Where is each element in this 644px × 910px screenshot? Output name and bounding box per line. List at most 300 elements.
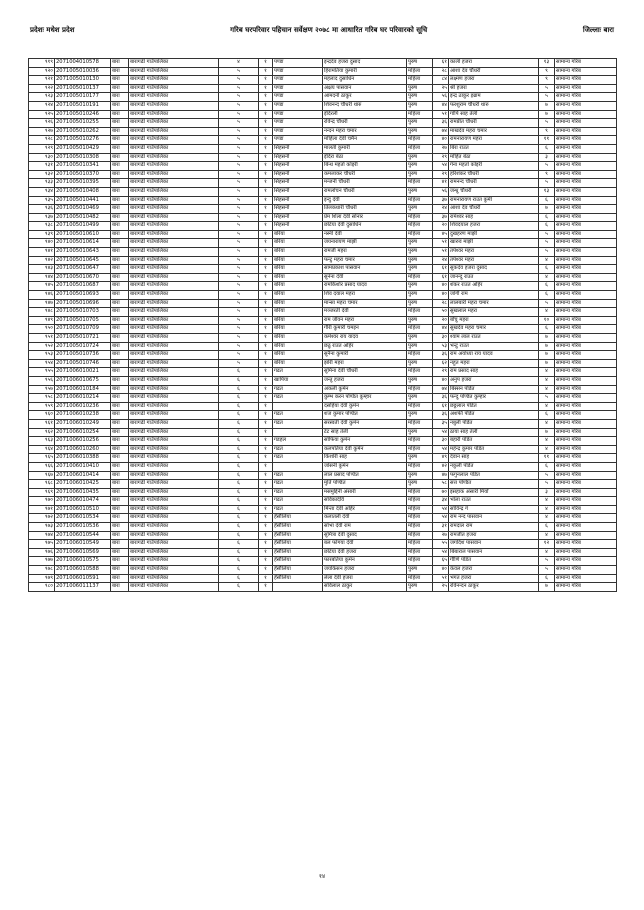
category-cell: सामान्य गरिब (555, 574, 617, 583)
gender-cell: पुरुष (407, 411, 433, 420)
municipality-cell: बारागढी गाउँपालिका (129, 480, 219, 489)
guardian-name-cell: शिवदयाल हजरा (449, 222, 539, 231)
members-cell: ४ (539, 256, 555, 265)
tole-cell: पण्डा (273, 110, 323, 119)
block-cell: १ (259, 488, 273, 497)
age-cell: ५४ (433, 428, 449, 437)
household-id-cell: 2071005010262 (55, 127, 111, 136)
gender-cell: महिला (407, 531, 433, 540)
serial-cell: ९६३ (29, 437, 55, 446)
age-cell: ५४ (433, 162, 449, 171)
district-cell: बारा (111, 59, 129, 68)
tole-cell: बरिया (273, 282, 323, 291)
gender-cell: महिला (407, 368, 433, 377)
household-id-cell: 2071005010341 (55, 162, 111, 171)
age-cell: ६५ (433, 557, 449, 566)
serial-cell: ९६८ (29, 480, 55, 489)
household-id-cell: 2071005010441 (55, 196, 111, 205)
age-cell: ४५ (433, 230, 449, 239)
table-row (29, 230, 617, 239)
ward-cell: ६ (219, 428, 259, 437)
block-cell: १ (259, 248, 273, 257)
district-cell: बारा (111, 394, 129, 403)
tole-cell: सिहसनी (273, 170, 323, 179)
district-cell: बारा (111, 488, 129, 497)
head-name-cell: बल फोगया देवी (323, 540, 407, 549)
category-cell: सामान्य गरिब (555, 514, 617, 523)
municipality-cell: बारागढी गाउँपालिका (129, 411, 219, 420)
members-cell: ७ (539, 101, 555, 110)
ward-cell: ५ (219, 136, 259, 145)
gender-cell: पुरुष (407, 334, 433, 343)
household-id-cell: 2071006010238 (55, 411, 111, 420)
table-row (29, 557, 617, 566)
gender-cell: पुरुष (407, 342, 433, 351)
tole-cell: हँसौलिया (273, 514, 323, 523)
members-cell: ६ (539, 222, 555, 231)
block-cell: १ (259, 110, 273, 119)
serial-cell: ९२४ (29, 101, 55, 110)
category-cell: सामान्य गरिब (555, 531, 617, 540)
household-id-cell: 2071006010236 (55, 402, 111, 411)
tole-cell: हँसौलिया (273, 523, 323, 532)
category-cell: सामान्य गरिब (555, 566, 617, 575)
table-row (29, 299, 617, 308)
serial-cell: ९६७ (29, 471, 55, 480)
table-row (29, 548, 617, 557)
category-cell: सामान्य गरिब (555, 359, 617, 368)
age-cell: ५४ (433, 505, 449, 514)
district-cell: बारा (111, 170, 129, 179)
ward-cell: ६ (219, 523, 259, 532)
table-row (29, 144, 617, 153)
category-cell: सामान्य गरिब (555, 205, 617, 214)
age-cell: ४१ (433, 179, 449, 188)
household-id-cell: 2071006011137 (55, 583, 111, 592)
block-cell: १ (259, 471, 273, 480)
category-cell: सामान्य गरिब (555, 230, 617, 239)
tole-cell: सिहसनी (273, 205, 323, 214)
district-cell: बारा (111, 376, 129, 385)
table-row (29, 282, 617, 291)
category-cell: सामान्य गरिब (555, 67, 617, 76)
head-name-cell: हिरामतिया कुमारी (323, 67, 407, 76)
gender-cell: महिला (407, 548, 433, 557)
municipality-cell: बारागढी गाउँपालिका (129, 523, 219, 532)
page-header (30, 24, 614, 36)
tole-cell (273, 462, 323, 471)
category-cell: सामान्य गरिब (555, 557, 617, 566)
members-cell: १३ (539, 59, 555, 68)
members-cell: ६ (539, 574, 555, 583)
guardian-name-cell: नहुत महरा (449, 359, 539, 368)
head-name-cell: मसमुद्दिनी अंसारी (323, 488, 407, 497)
serial-cell: ९४४ (29, 273, 55, 282)
district-cell: बारा (111, 67, 129, 76)
district-cell: बारा (111, 540, 129, 549)
guardian-name-cell: रविनन्दन ठाकुर (449, 583, 539, 592)
head-name-cell: जयनारायण माझी (323, 239, 407, 248)
table-row (29, 239, 617, 248)
members-cell: ५ (539, 93, 555, 102)
age-cell: २४ (433, 256, 449, 265)
table-row (29, 411, 617, 420)
serial-cell: ९२९ (29, 144, 55, 153)
household-id-cell: 2071005010693 (55, 291, 111, 300)
members-cell: ६ (539, 282, 555, 291)
age-cell: २४ (433, 205, 449, 214)
household-id-cell: 2071005010703 (55, 308, 111, 317)
table-row (29, 342, 617, 351)
category-cell: सामान्य गरिब (555, 548, 617, 557)
guardian-name-cell: लक्ष्मण हजरा (449, 76, 539, 85)
guardian-name-cell: सत्त पण्डित (449, 480, 539, 489)
serial-cell: ९५५ (29, 368, 55, 377)
members-cell: ९ (539, 127, 555, 136)
head-name-cell: सोफिया कुमेन (323, 437, 407, 446)
district-cell: बारा (111, 351, 129, 360)
category-cell: सामान्य गरिब (555, 273, 617, 282)
guardian-name-cell: राम प्रसाद साह (449, 368, 539, 377)
district-cell: बारा (111, 119, 129, 128)
age-cell: ४० (433, 136, 449, 145)
ward-cell: ५ (219, 127, 259, 136)
serial-cell: ९६० (29, 411, 55, 420)
household-id-cell: 2071006010534 (55, 514, 111, 523)
municipality-cell: बारागढी गाउँपालिका (129, 291, 219, 300)
household-id-cell: 2071006010588 (55, 566, 111, 575)
tole-cell: हँसौलिया (273, 574, 323, 583)
ward-cell: ५ (219, 359, 259, 368)
table-row (29, 523, 617, 532)
members-cell: ५ (539, 394, 555, 403)
gender-cell: महिला (407, 574, 433, 583)
members-cell: ४ (539, 308, 555, 317)
age-cell: ७४ (433, 127, 449, 136)
household-id-cell: 2071005010721 (55, 334, 111, 343)
ward-cell: ५ (219, 153, 259, 162)
gender-cell: महिला (407, 136, 433, 145)
block-cell: १ (259, 59, 273, 68)
serial-cell: ९३९ (29, 230, 55, 239)
age-cell: २७ (433, 531, 449, 540)
serial-cell: ९३७ (29, 213, 55, 222)
head-name-cell: लेला देवी हजरा (323, 574, 407, 583)
ward-cell: ५ (219, 205, 259, 214)
district-cell: बारा (111, 480, 129, 489)
serial-cell: ९७६ (29, 548, 55, 557)
table-row (29, 84, 617, 93)
serial-cell: ९४८ (29, 308, 55, 317)
municipality-cell: बारागढी गाउँपालिका (129, 136, 219, 145)
gender-cell: महिला (407, 230, 433, 239)
table-row (29, 497, 617, 506)
household-id-cell: 2071004010578 (55, 59, 111, 68)
tole-cell: पण्डा (273, 76, 323, 85)
table-row (29, 325, 617, 334)
category-cell: सामान्य गरिब (555, 368, 617, 377)
age-cell: ३६ (433, 394, 449, 403)
guardian-name-cell: मोहित बेठा (449, 153, 539, 162)
municipality-cell: बारागढी गाउँपालिका (129, 205, 219, 214)
district-cell: बारा (111, 428, 129, 437)
household-id-cell: 2071006010569 (55, 548, 111, 557)
age-cell: २९ (433, 368, 449, 377)
gender-cell: महिला (407, 196, 433, 205)
block-cell: १ (259, 497, 273, 506)
gender-cell: पुरुष (407, 256, 433, 265)
table-row (29, 187, 617, 196)
category-cell: सामान्य गरिब (555, 222, 617, 231)
head-name-cell: छोटेया देवी दुसाधिन (323, 222, 407, 231)
municipality-cell: बारागढी गाउँपालिका (129, 514, 219, 523)
page-number: १४ (318, 873, 326, 880)
table-row (29, 248, 617, 257)
ward-cell: ५ (219, 119, 259, 128)
head-name-cell: इन्दु देवी (323, 196, 407, 205)
district-cell: बारा (111, 566, 129, 575)
guardian-name-cell: रामदाल राम (449, 523, 539, 532)
category-cell: सामान्य गरिब (555, 394, 617, 403)
members-cell: ९ (539, 170, 555, 179)
guardian-name-cell: भन्टु राउत (449, 342, 539, 351)
serial-cell: ९४३ (29, 265, 55, 274)
age-cell: ३० (433, 437, 449, 446)
members-cell: ४ (539, 402, 555, 411)
head-name-cell: सविकादेवि (323, 497, 407, 506)
serial-cell: ९२६ (29, 119, 55, 128)
serial-cell: ९२१ (29, 76, 55, 85)
household-id-cell: 2071005010276 (55, 136, 111, 145)
guardian-name-cell: जोगी राम (449, 291, 539, 300)
guardian-name-cell: दुखहरण माझी (449, 230, 539, 239)
block-cell: १ (259, 187, 273, 196)
members-cell: ४ (539, 385, 555, 394)
guardian-name-cell: रामनारायण राउत कुर्मी (449, 196, 539, 205)
category-cell: सामान्य गरिब (555, 445, 617, 454)
head-name-cell: राम जीवन महरा (323, 316, 407, 325)
guardian-name-cell: जानन्दु राउत (449, 273, 539, 282)
head-name-cell: इन्द्रदेव हजरा दुसाद (323, 59, 407, 68)
household-id-cell: 2071006010214 (55, 394, 111, 403)
block-cell: १ (259, 419, 273, 428)
municipality-cell: बारागढी गाउँपालिका (129, 445, 219, 454)
district-cell: बारा (111, 359, 129, 368)
ward-cell: ६ (219, 505, 259, 514)
head-name-cell: इंदिरली (323, 110, 407, 119)
members-cell: ४ (539, 514, 555, 523)
table-row (29, 368, 617, 377)
ward-cell: ६ (219, 454, 259, 463)
ward-cell: ५ (219, 187, 259, 196)
category-cell: सामान्य गरिब (555, 84, 617, 93)
district-cell: बारा (111, 325, 129, 334)
block-cell: १ (259, 376, 273, 385)
members-cell: ५ (539, 84, 555, 93)
municipality-cell: बारागढी गाउँपालिका (129, 213, 219, 222)
category-cell: सामान्य गरिब (555, 437, 617, 446)
age-cell: ६१ (433, 59, 449, 68)
gender-cell: महिला (407, 523, 433, 532)
age-cell: ६१ (433, 402, 449, 411)
category-cell: सामान्य गरिब (555, 523, 617, 532)
household-id-cell: 2071006010410 (55, 462, 111, 471)
age-cell: ५१ (433, 574, 449, 583)
members-cell: ३ (539, 153, 555, 162)
ward-cell: ५ (219, 67, 259, 76)
tole-cell: गडहल (273, 437, 323, 446)
serial-cell: ९४२ (29, 256, 55, 265)
ward-cell: ६ (219, 394, 259, 403)
municipality-cell: बारागढी गाउँपालिका (129, 256, 219, 265)
table-row (29, 119, 617, 128)
block-cell: १ (259, 136, 273, 145)
municipality-cell: बारागढी गाउँपालिका (129, 316, 219, 325)
table-row (29, 222, 617, 231)
district-cell: बारा (111, 505, 129, 514)
head-name-cell: जोसनी कुमेन (323, 462, 407, 471)
serial-cell: ९५७ (29, 385, 55, 394)
ward-cell: ५ (219, 256, 259, 265)
household-id-cell: 2071006010549 (55, 540, 111, 549)
members-cell: ४ (539, 376, 555, 385)
category-cell: सामान्य गरिब (555, 101, 617, 110)
tole-cell: हँसौलिया (273, 540, 323, 549)
guardian-name-cell: बिबाराल पासवान (449, 548, 539, 557)
category-cell: सामान्य गरिब (555, 256, 617, 265)
members-cell: ७ (539, 342, 555, 351)
municipality-cell: बारागढी गाउँपालिका (129, 265, 219, 274)
head-name-cell: मोहिला देवी चमैन (323, 136, 407, 145)
municipality-cell: बारागढी गाउँपालिका (129, 170, 219, 179)
household-id-cell: 2071005010137 (55, 84, 111, 93)
members-cell: ४ (539, 419, 555, 428)
members-cell: ७ (539, 205, 555, 214)
gender-cell: महिला (407, 110, 433, 119)
household-id-cell: 2071005010177 (55, 93, 111, 102)
tole-cell: बरिया (273, 342, 323, 351)
table-row (29, 505, 617, 514)
municipality-cell: बारागढी गाउँपालिका (129, 428, 219, 437)
serial-cell: ९७१ (29, 505, 55, 514)
category-cell: सामान्य गरिब (555, 282, 617, 291)
municipality-cell: बारागढी गाउँपालिका (129, 308, 219, 317)
table-row (29, 127, 617, 136)
gender-cell: महिला (407, 222, 433, 231)
ward-cell: ५ (219, 273, 259, 282)
age-cell: २५ (433, 583, 449, 592)
district-cell: बारा (111, 402, 129, 411)
members-cell: ५ (539, 480, 555, 489)
gender-cell: पुरुष (407, 394, 433, 403)
district-cell: बारा (111, 110, 129, 119)
guardian-name-cell: रामप्रीत चौधरी (449, 119, 539, 128)
age-cell: ४० (433, 291, 449, 300)
serial-cell: ९१९ (29, 59, 55, 68)
guardian-name-cell: रामनन्द चौधरी (449, 179, 539, 188)
members-cell: ११ (539, 454, 555, 463)
table-row (29, 462, 617, 471)
age-cell: ५४ (433, 445, 449, 454)
serial-cell: ९३३ (29, 179, 55, 188)
age-cell: ५१ (433, 239, 449, 248)
tole-cell: खापिया (273, 376, 323, 385)
municipality-cell: बारागढी गाउँपालिका (129, 497, 219, 506)
block-cell: १ (259, 256, 273, 265)
district-cell: बारा (111, 497, 129, 506)
table-row (29, 179, 617, 188)
guardian-name-cell: गेना महतो कोइरी (449, 162, 539, 171)
ward-cell: ५ (219, 299, 259, 308)
block-cell: १ (259, 291, 273, 300)
serial-cell: ९४९ (29, 316, 55, 325)
household-id-cell: 2071006010414 (55, 471, 111, 480)
members-cell: ४ (539, 273, 555, 282)
district-cell: बारा (111, 334, 129, 343)
members-cell: ५ (539, 248, 555, 257)
gender-cell: पुरुष (407, 205, 433, 214)
district-cell: बारा (111, 583, 129, 592)
ward-cell: ५ (219, 334, 259, 343)
age-cell: ७४ (433, 385, 449, 394)
category-cell: सामान्य गरिब (555, 144, 617, 153)
table-row (29, 566, 617, 575)
gender-cell: पुरुष (407, 282, 433, 291)
municipality-cell: बारागढी गाउँपालिका (129, 437, 219, 446)
district-cell: बारा (111, 419, 129, 428)
table-row (29, 59, 617, 68)
guardian-name-cell: देवान साह (449, 454, 539, 463)
category-cell: सामान्य गरिब (555, 540, 617, 549)
members-cell: ५ (539, 557, 555, 566)
district-cell: बारा (111, 462, 129, 471)
tole-cell: पण्डा (273, 84, 323, 93)
guardian-name-cell: राम अयोध्या राय यादव (449, 351, 539, 360)
municipality-cell: बारागढी गाउँपालिका (129, 574, 219, 583)
block-cell: १ (259, 308, 273, 317)
age-cell: ३७ (433, 196, 449, 205)
guardian-name-cell: फगुनलाल पंडित (449, 471, 539, 480)
block-cell: १ (259, 162, 273, 171)
block-cell: १ (259, 101, 273, 110)
serial-cell: ९४५ (29, 282, 55, 291)
municipality-cell: बारागढी गाउँपालिका (129, 93, 219, 102)
head-name-cell: शज कुमार पण्डित (323, 411, 407, 420)
head-name-cell: छोटेया देवी हजरा (323, 548, 407, 557)
guardian-name-cell: आशा देव चौधरी (449, 67, 539, 76)
members-cell: ७ (539, 583, 555, 592)
municipality-cell: बारागढी गाउँपालिका (129, 222, 219, 231)
household-id-cell: 2071006010435 (55, 488, 111, 497)
municipality-cell: बारागढी गाउँपालिका (129, 248, 219, 257)
tole-cell: सिहसनी (273, 222, 323, 231)
household-id-cell: 2071006010575 (55, 557, 111, 566)
ward-cell: ५ (219, 222, 259, 231)
members-cell: ४ (539, 445, 555, 454)
serial-cell: ९२३ (29, 93, 55, 102)
district-cell: बारा (111, 273, 129, 282)
table-row (29, 153, 617, 162)
municipality-cell: बारागढी गाउँपालिका (129, 127, 219, 136)
age-cell: ३४ (433, 497, 449, 506)
members-cell: ४ (539, 531, 555, 540)
tole-cell: गढत (273, 385, 323, 394)
category-cell: सामान्य गरिब (555, 402, 617, 411)
tole-cell: हँसौलिया (273, 557, 323, 566)
tole-cell: गढत (273, 454, 323, 463)
table-row (29, 213, 617, 222)
serial-cell: ९३५ (29, 196, 55, 205)
